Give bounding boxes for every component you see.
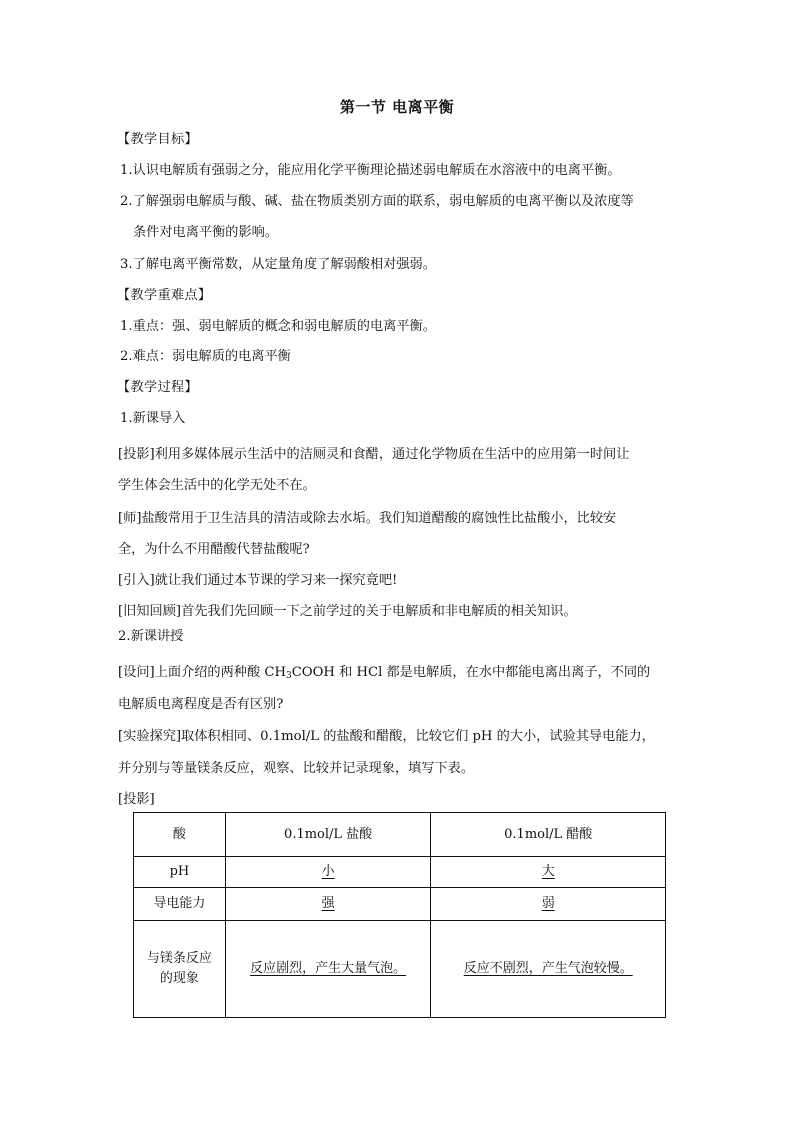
goal-item-2-cont: 条件对电离平衡的影响。 [133, 225, 279, 240]
paragraph-experiment-cont: 并分别与等量镁条反应，观察、比较并记录现象，填写下表。 [118, 761, 475, 776]
table-row [134, 857, 666, 888]
goal-item-2: 2.了解强弱电解质与酸、碱、盐在物质类别方面的联系，弱电解质的电离平衡以及浓度等 [120, 194, 634, 209]
table-cell [431, 857, 666, 888]
table-header-cell: 0.1mol/L 醋酸 [431, 813, 666, 857]
page-title: 第一节 电离平衡 [339, 98, 455, 116]
paragraph-intro: [引入]就让我们通过本节课的学习来一探究竟吧! [118, 573, 398, 588]
table-row-label [134, 921, 226, 1018]
paragraph-review: [旧知回顾]首先我们先回顾一下之前学过的关于电解质和非电解质的相关知识。 [118, 604, 577, 619]
table-header-row [134, 813, 666, 857]
section-heading-goals: 【教学目标】 [117, 132, 198, 147]
table-answer: 强 [321, 896, 335, 911]
table-row-label-line-2: 的现象 [159, 971, 199, 986]
table-answer: 反应不剧烈，产生气泡较慢。 [463, 961, 633, 976]
table-header-cell: 0.1mol/L 盐酸 [225, 813, 431, 857]
key-point-1: 1.重点：强、弱电解质的概念和弱电解质的电离平衡。 [120, 319, 436, 334]
table-cell [225, 888, 431, 921]
table-row-label-lines [147, 949, 212, 989]
table-row [134, 921, 666, 1018]
table-cell [225, 857, 431, 888]
question-text-end: COOH 和 HCl 都是电解质，在水中都能电离出离子，不同的 [291, 665, 651, 680]
table-answer: 反应剧烈，产生大量气泡。 [250, 961, 407, 976]
table-answer: 小 [321, 864, 335, 879]
process-step-2: 2.新课讲授 [118, 629, 184, 644]
paragraph-teacher: [师]盐酸常用于卫生洁具的清洁或除去水垢。我们知道醋酸的腐蚀性比盐酸小，比较安 [118, 511, 617, 526]
table-header-cell: 酸 [134, 813, 226, 857]
paragraph-projection-2: [投影] [118, 792, 155, 807]
key-point-2: 2.难点：弱电解质的电离平衡 [120, 349, 291, 364]
section-heading-process: 【教学过程】 [117, 380, 198, 395]
paragraph-question-cont: 电解质电离程度是否有区别? [118, 697, 284, 712]
question-subscript: 3 [285, 671, 292, 681]
table-cell [431, 921, 666, 1018]
comparison-table [133, 812, 666, 1018]
table-row-label: 导电能力 [134, 888, 226, 921]
table-answer: 大 [541, 864, 555, 879]
table-cell [225, 921, 431, 1018]
table-row-label-line-1: 与镁条反应 [146, 951, 212, 966]
paragraph-experiment: [实验探究]取体积相同、0.1mol/L 的盐酸和醋酸，比较它们 pH 的大小，试验其导电能力， [118, 729, 655, 744]
table-cell [431, 888, 666, 921]
table-row-label: pH [134, 857, 226, 888]
section-heading-key-points: 【教学重难点】 [117, 288, 212, 303]
goal-item-3: 3.了解电离平衡常数，从定量角度了解弱酸相对强弱。 [120, 257, 436, 272]
table-answer: 弱 [541, 896, 555, 911]
goal-item-1: 1.认识电解质有强弱之分，能应用化学平衡理论描述弱电解质在水溶液中的电离平衡。 [120, 163, 621, 178]
table-row [134, 888, 666, 921]
paragraph-projection-1-cont: 学生体会生活中的化学无处不在。 [118, 478, 316, 493]
paragraph-question [118, 664, 650, 682]
paragraph-projection-1: [投影]利用多媒体展示生活中的洁厕灵和食醋，通过化学物质在生活中的应用第一时间让 [118, 447, 630, 462]
process-step-1: 1.新课导入 [120, 411, 186, 426]
paragraph-teacher-cont: 全，为什么不用醋酸代替盐酸呢? [118, 542, 310, 557]
question-text-start: [设问]上面介绍的两种酸 CH [118, 665, 286, 680]
